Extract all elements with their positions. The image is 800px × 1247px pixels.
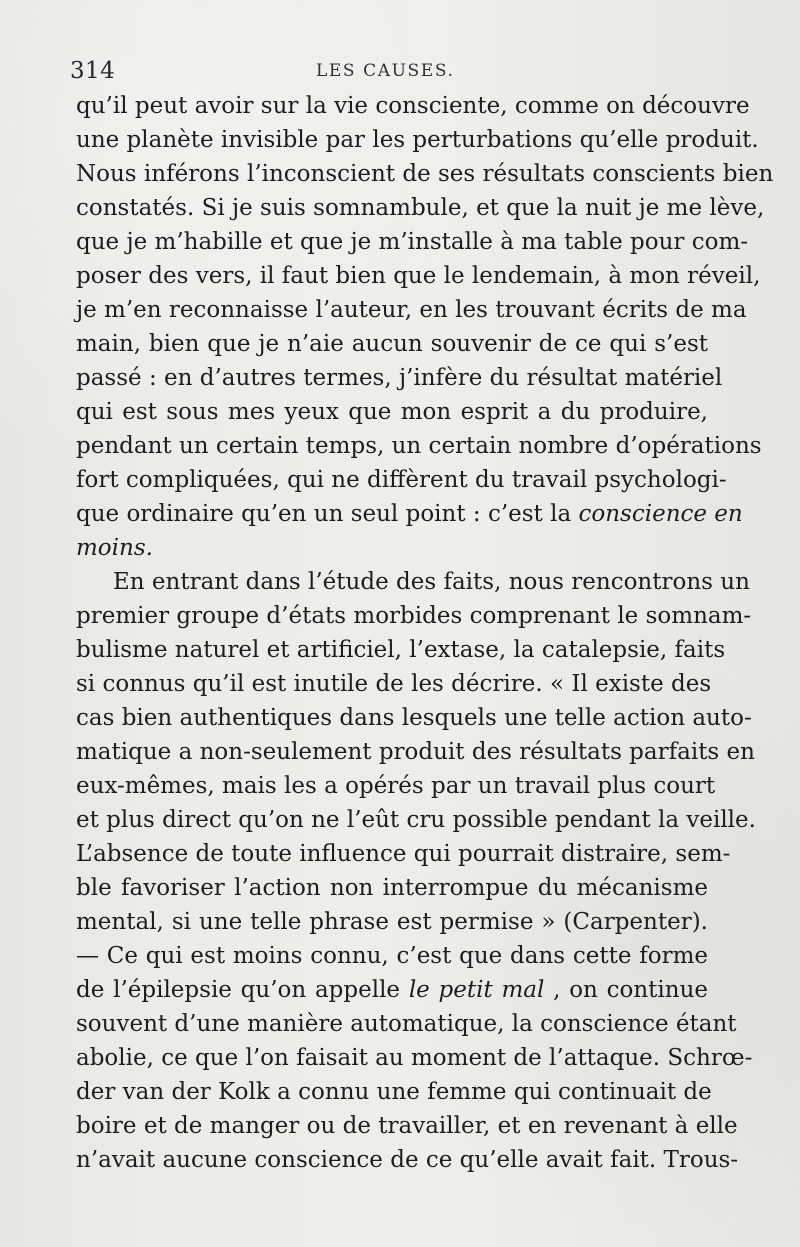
text-line-8: main, bien que je n’aie aucun souvenir de ce qui s’est: [76, 331, 708, 357]
text-line-25: mental, si une telle phrase est permise » (Carpenter).: [76, 909, 708, 935]
text-line-11: pendant un certain temps, un certain nombre d’opérations: [76, 433, 762, 459]
page-header: [70, 58, 714, 84]
text-line-19: cas bien authentiques dans lesquels une telle action auto-: [76, 705, 752, 731]
text-line-30: der van der Kolk a connu une femme qui continuait de: [76, 1079, 712, 1105]
text-line-4: constatés. Si je suis somnambule, et que la nuit je me lève,: [76, 195, 765, 221]
petit-mal-emphasis: le petit mal: [408, 977, 545, 1003]
text-line-6: poser des vers, il faut bien que le lendemain, à mon réveil,: [76, 263, 761, 289]
text-line-28: souvent d’une manière automatique, la conscience étant: [76, 1011, 737, 1037]
text-line-7: je m’en reconnaisse l’auteur, en les trouvant écrits de ma: [76, 297, 747, 323]
text-line-32: n’avait aucune conscience de ce qu’elle avait fait. Trous-: [76, 1147, 739, 1173]
text-line-23: L’absence de toute influence qui pourrait distraire, sem-: [76, 841, 731, 867]
text-line-12: fort compliquées, qui ne diffèrent du travail psychologi-: [76, 467, 727, 493]
text-line-17: bulisme naturel et artificiel, l’extase, la catalepsie, faits: [76, 637, 726, 663]
text-line-2: une planète invisible par les perturbations qu’elle produit.: [76, 127, 759, 153]
text-line-27: [76, 973, 708, 1007]
text-line-10: qui est sous mes yeux que mon esprit a du produire,: [76, 399, 708, 425]
text-line-1: qu’il peut avoir sur la vie consciente, comme on découvre: [76, 93, 750, 119]
text-line-9: passé : en d’autres termes, j’infère du résultat matériel: [76, 365, 723, 391]
body-text: [76, 89, 774, 1177]
text-line-22: et plus direct qu’on ne l’eût cru possible pendant la veille.: [76, 807, 756, 833]
text-line-18: si connus qu’il est inutile de les décrire. « Il existe des: [76, 671, 712, 697]
text-line-27-end: , on continue: [553, 977, 708, 1003]
text-line-26: — Ce qui est moins connu, c’est que dans cette forme: [76, 943, 708, 969]
text-line-14: moins.: [76, 535, 153, 561]
text-line-31: boire et de manger ou de travailler, et en revenant à elle: [76, 1113, 738, 1139]
conscience-en-emphasis: conscience en: [578, 501, 743, 527]
text-line-3: Nous inférons l’inconscient de ses résultats conscients bien: [76, 161, 774, 187]
text-line-15: En entrant dans l’étude des faits, nous rencontrons un: [113, 569, 750, 595]
text-line-21: eux-mêmes, mais les a opérés par un travail plus court: [76, 773, 716, 799]
text-line-13-start: que ordinaire qu’en un seul point : c’est la: [76, 501, 572, 527]
text-line-5: que je m’habille et que je m’installe à ma table pour com-: [76, 229, 749, 255]
text-line-24: ble favoriser l’action non interrompue du mécanisme: [76, 875, 708, 901]
text-line-13: [76, 497, 743, 531]
text-line-20: matique a non-seulement produit des résultats parfaits en: [76, 739, 755, 765]
running-head: LES CAUSES.: [316, 61, 455, 81]
text-line-27-start: de l’épilepsie qu’on appelle: [76, 977, 401, 1003]
text-line-29: abolie, ce que l’on faisait au moment de l’attaque. Schrœ-: [76, 1045, 753, 1071]
text-line-16: premier groupe d’états morbides comprenant le somnam-: [76, 603, 752, 629]
page-number: 314: [70, 58, 116, 84]
